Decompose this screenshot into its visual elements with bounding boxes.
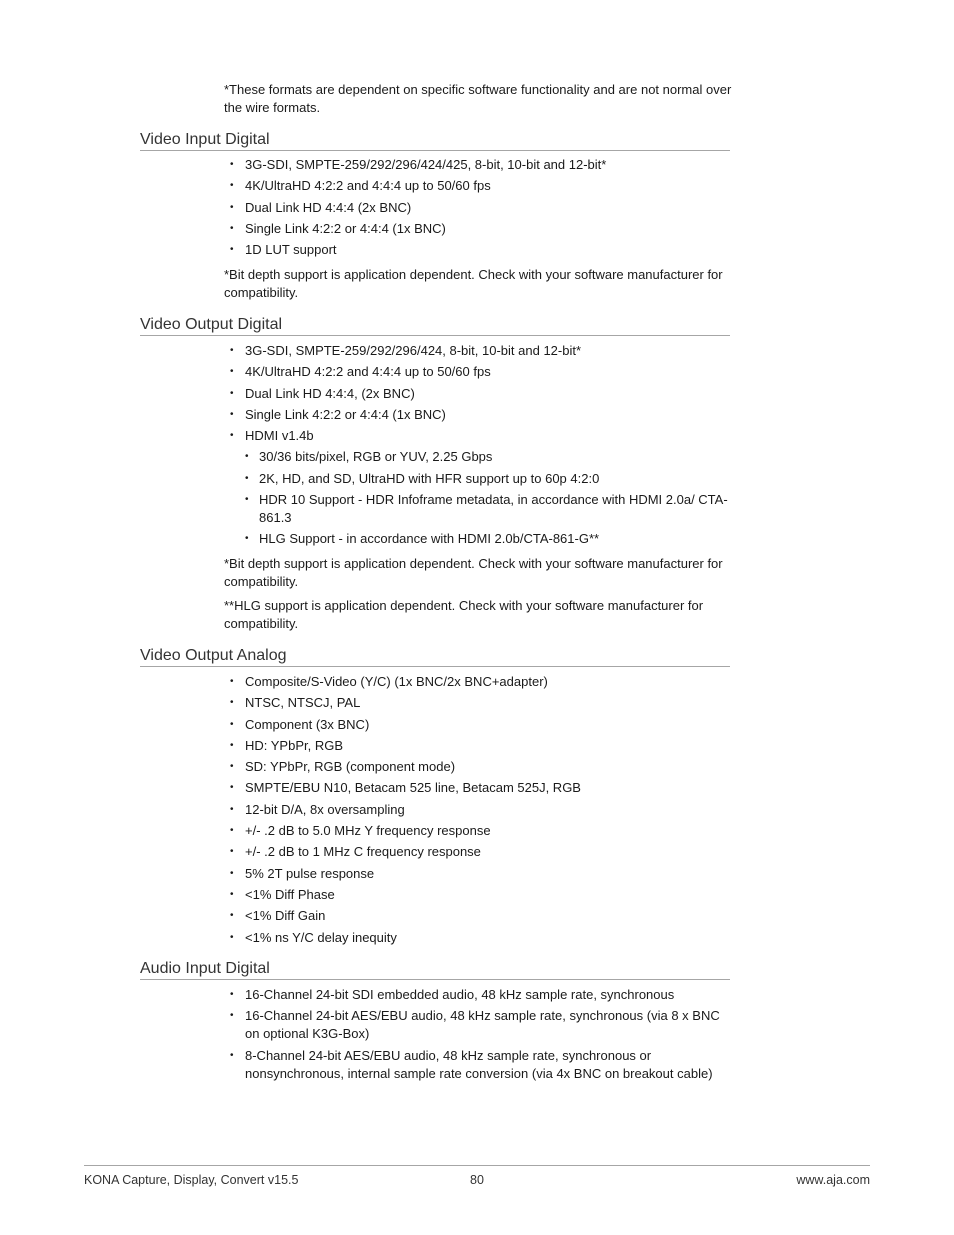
footer-page-number: 80 bbox=[470, 1173, 484, 1187]
video-input-digital-list bbox=[224, 156, 734, 262]
video-input-digital-note: *Bit depth support is application dependent. Check with your software manufacturer for compatibility. bbox=[224, 267, 723, 300]
list-item: • 4K/UltraHD 4:2:2 and 4:4:4 up to 50/60 fps bbox=[224, 363, 734, 381]
footer-divider bbox=[84, 1165, 870, 1166]
list-item: • SD: YPbPr, RGB (component mode) bbox=[224, 758, 734, 776]
sub-list-item: • 30/36 bits/pixel, RGB or YUV, 2.25 Gbps bbox=[224, 448, 734, 466]
list-item: • Dual Link HD 4:4:4, (2x BNC) bbox=[224, 385, 734, 403]
list-item: • SMPTE/EBU N10, Betacam 525 line, Betacam 525J, RGB bbox=[224, 779, 734, 797]
list-item: • 3G-SDI, SMPTE-259/292/296/424, 8-bit, 10-bit and 12-bit* bbox=[224, 342, 734, 360]
list-item: • 1D LUT support bbox=[224, 241, 734, 259]
list-item: • Single Link 4:2:2 or 4:4:4 (1x BNC) bbox=[224, 406, 734, 424]
audio-input-digital-list bbox=[224, 986, 734, 1086]
sub-list-item: • HLG Support - in accordance with HDMI 2.0b/CTA-861-G** bbox=[224, 530, 734, 548]
list-item: • Single Link 4:2:2 or 4:4:4 (1x BNC) bbox=[224, 220, 734, 238]
video-output-digital-note-2: **HLG support is application dependent. Check with your software manufacturer for compatibility. bbox=[224, 598, 704, 631]
list-item: • HDMI v1.4b bbox=[224, 427, 734, 445]
sub-list-item: • 2K, HD, and SD, UltraHD with HFR support up to 60p 4:2:0 bbox=[224, 470, 734, 488]
list-item: • 4K/UltraHD 4:2:2 and 4:4:4 up to 50/60 fps bbox=[224, 177, 734, 195]
section-heading-video-output-analog: Video Output Analog bbox=[140, 646, 730, 667]
section-heading-video-input-digital: Video Input Digital bbox=[140, 130, 730, 151]
footer-document-title: KONA Capture, Display, Convert v15.5 bbox=[84, 1173, 299, 1187]
video-output-digital-note-1: *Bit depth support is application dependent. Check with your software manufacturer for compatibility. bbox=[224, 556, 723, 589]
video-output-digital-list bbox=[224, 342, 734, 552]
section-heading-audio-input-digital: Audio Input Digital bbox=[140, 959, 730, 980]
list-item: • <1% ns Y/C delay inequity bbox=[224, 929, 734, 947]
list-item: • 3G-SDI, SMPTE-259/292/296/424/425, 8-bit, 10-bit and 12-bit* bbox=[224, 156, 734, 174]
video-output-analog-list bbox=[224, 673, 734, 950]
list-item: • <1% Diff Gain bbox=[224, 907, 734, 925]
list-item: • 12-bit D/A, 8x oversampling bbox=[224, 801, 734, 819]
list-item: • Composite/S-Video (Y/C) (1x BNC/2x BNC+adapter) bbox=[224, 673, 734, 691]
list-item: • +/- .2 dB to 5.0 MHz Y frequency response bbox=[224, 822, 734, 840]
list-item: • HD: YPbPr, RGB bbox=[224, 737, 734, 755]
list-item: • NTSC, NTSCJ, PAL bbox=[224, 694, 734, 712]
intro-note: *These formats are dependent on specific software functionality and are not normal over the wire formats. bbox=[224, 82, 732, 115]
list-item: • <1% Diff Phase bbox=[224, 886, 734, 904]
list-item: • 8-Channel 24-bit AES/EBU audio, 48 kHz sample rate, synchronous or nonsynchronous, internal sample rate conversion (via 4x BNC on breakout cable) bbox=[224, 1047, 734, 1083]
list-item: • +/- .2 dB to 1 MHz C frequency response bbox=[224, 843, 734, 861]
list-item: • 5% 2T pulse response bbox=[224, 865, 734, 883]
list-item: • 16-Channel 24-bit AES/EBU audio, 48 kHz sample rate, synchronous (via 8 x BNC on optional K3G-Box) bbox=[224, 1007, 734, 1043]
sub-list-item: • HDR 10 Support - HDR Infoframe metadata, in accordance with HDMI 2.0a/ CTA-861.3 bbox=[224, 491, 734, 527]
list-item: • Dual Link HD 4:4:4 (2x BNC) bbox=[224, 199, 734, 217]
section-heading-video-output-digital: Video Output Digital bbox=[140, 315, 730, 336]
list-item: • 16-Channel 24-bit SDI embedded audio, 48 kHz sample rate, synchronous bbox=[224, 986, 734, 1004]
list-item: • Component (3x BNC) bbox=[224, 716, 734, 734]
footer-website-link[interactable]: www.aja.com bbox=[796, 1173, 870, 1187]
